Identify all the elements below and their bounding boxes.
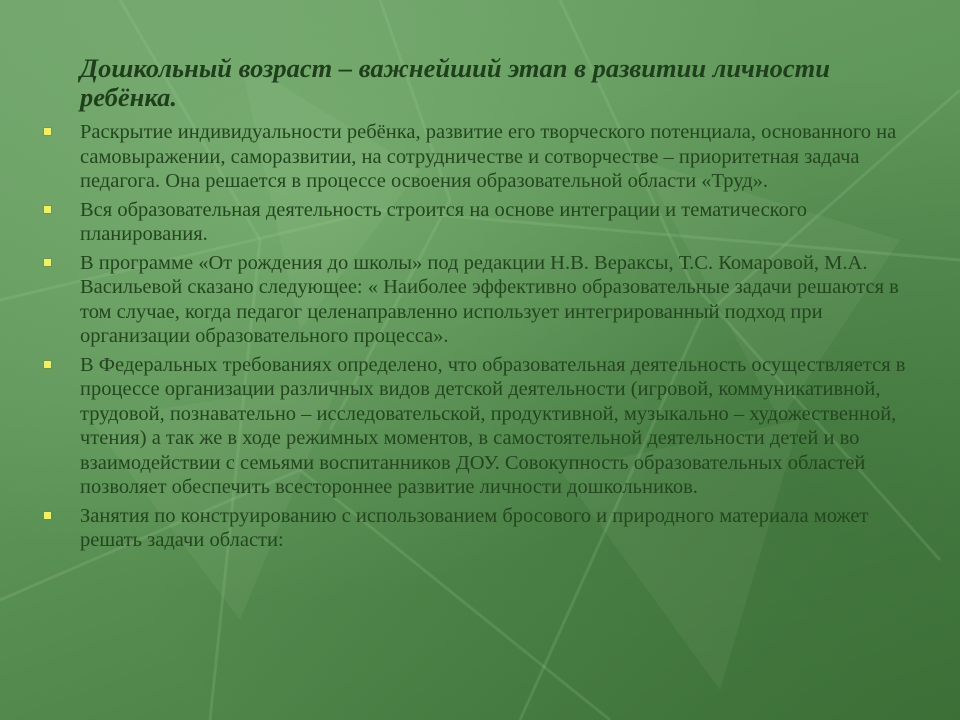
square-bullet-icon: [44, 206, 51, 213]
square-bullet-icon: [44, 128, 51, 135]
square-bullet-icon: [44, 259, 51, 266]
bullet-text: Занятия по конструированию с использованием бросового и природного материала может решать задачи области:: [80, 504, 869, 551]
bullet-item: [60, 504, 930, 553]
bullet-item: [60, 353, 930, 500]
bullet-item: [60, 198, 930, 247]
square-bullet-icon: [44, 361, 51, 368]
bullet-list: [60, 120, 930, 553]
bullet-item: [60, 251, 930, 349]
bullet-text: Вся образовательная деятельность строится на основе интеграции и тематического планирования.: [80, 198, 807, 245]
slide-content: [60, 54, 930, 557]
bullet-item: [60, 120, 930, 194]
bullet-text: В программе «От рождения до школы» под редакции Н.В. Вераксы, Т.С. Комаровой, М.А. Васильевой сказано следующее: « Наиболее эффективно образовательные задачи решаются в том случае, когда педагог целенаправленно использует интегрированный подход при организации образовательного процесса».: [80, 251, 899, 347]
slide-title: Дошкольный возраст – важнейший этап в развитии личности ребёнка.: [80, 53, 831, 112]
bullet-text: В Федеральных требованиях определено, что образовательная деятельность осуществляется в процессе организации различных видов детской деятельности (игровой, коммуникативной, трудовой, познавательно – исследовательской, продуктивной, музыкально – художественной, чтения) а так же в ходе режимных моментов, в самостоятельной деятельности детей и во взаимодействии с семьями воспитанников ДОУ. Совокупность образовательных областей позволяет обеспечить всестороннее развитие личности дошкольников.: [80, 353, 906, 498]
square-bullet-icon: [44, 512, 51, 519]
bullet-text: Раскрытие индивидуальности ребёнка, развитие его творческого потенциала, основанного на самовыражении, саморазвитии, на сотрудничестве и сотворчестве – приоритетная задача педагога. Она решается в процессе освоения образовательной области «Труд».: [80, 121, 897, 192]
